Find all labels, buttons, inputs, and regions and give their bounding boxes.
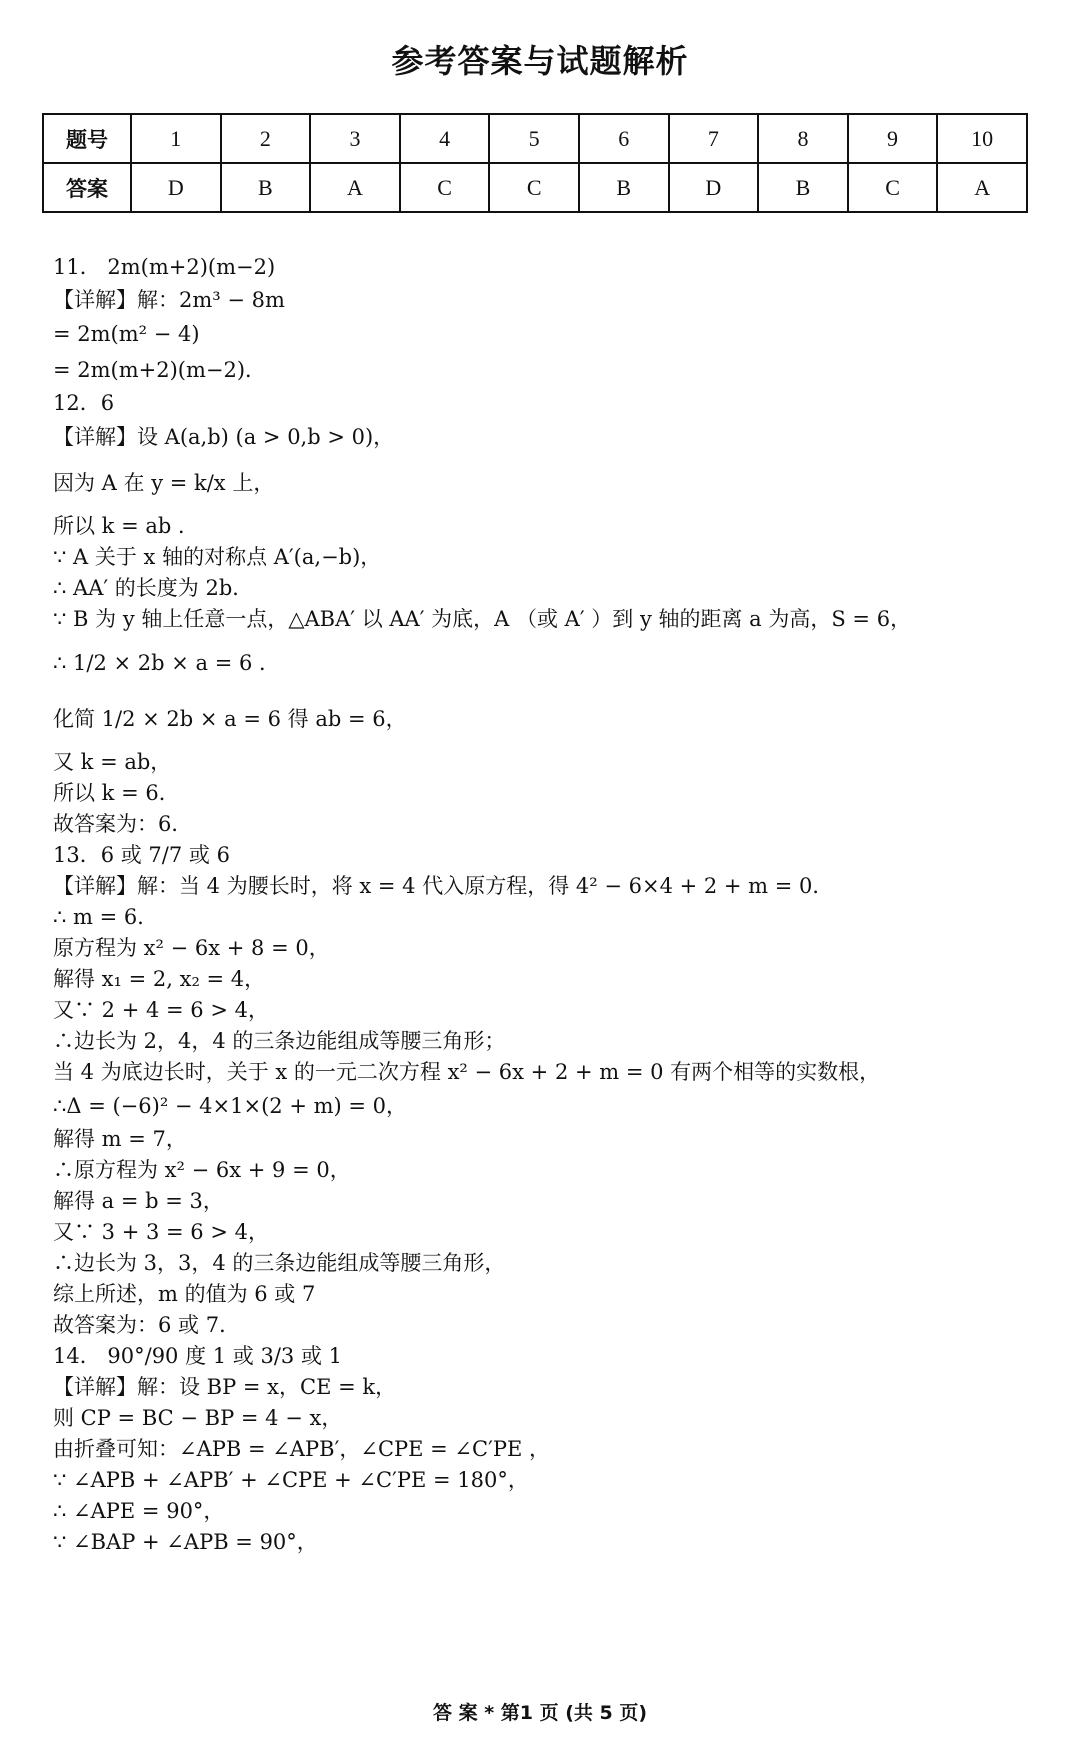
explanation-line: ∴ ∠APE = 90°， [53,1499,225,1523]
explanation-line: 综上所述，m 的值为 6 或 7 [53,1282,316,1306]
explanation-line: 所以 k = ab ． [53,514,199,538]
solution-body [53,249,1053,1558]
explanation-line: ∵ ∠APB + ∠APB′ + ∠CPE + ∠C′PE = 180°， [53,1468,529,1492]
explanation-line: 【详解】解：设 BP = x，CE = k， [53,1375,397,1399]
explanation-line: 又 k = ab， [53,750,172,774]
answer-line: 11． 2m(m+2)(m−2) [53,255,276,279]
row-header-number: 题号 [43,114,131,163]
answer-cell: C [489,163,579,212]
explanation-line: ∴原方程为 x² − 6x + 9 = 0， [53,1158,351,1182]
answer-cell: B [758,163,848,212]
answer-cell: B [579,163,669,212]
explanation-line: = 2m(m+2)(m−2)． [53,358,267,382]
page-footer: 答 案 * 第1 页 (共 5 页) [432,1702,648,1724]
explanation-line: ∴ 1/2 × 2b × a = 6 ． [53,651,281,675]
question-number: 4 [400,114,490,163]
question-number: 7 [669,114,759,163]
question-number: 10 [937,114,1027,163]
explanation-line: ∴边长为 3，3，4 的三条边能组成等腰三角形， [53,1251,506,1275]
answer-cell: C [848,163,938,212]
explanation-line: 原方程为 x² − 6x + 8 = 0， [53,936,330,960]
explanation-line: ∴边长为 2，4，4 的三条边能组成等腰三角形； [53,1029,506,1053]
answer-table-number-row [43,114,1027,163]
answer-cell: A [937,163,1027,212]
answer-cell: C [400,163,490,212]
question-number: 2 [221,114,311,163]
explanation-line: ∴Δ = (−6)² − 4×1×(2 + m) = 0， [53,1094,408,1118]
explanation-line: ∵ A 关于 x 轴的对称点 A′(a,−b)， [53,545,382,569]
explanation-line: 【详解】解：2m³ − 8m [53,288,285,312]
explanation-line: 所以 k = 6． [53,781,180,805]
answer-line: 13．6 或 7/7 或 6 [53,843,230,867]
explanation-line: 因为 A 在 y = k/x 上， [53,471,275,495]
answer-table [42,113,1028,213]
explanation-line: 解得 m = 7， [53,1127,187,1151]
question-number: 6 [579,114,669,163]
answer-line: 12．6 [53,391,115,415]
explanation-line: 故答案为：6 或 7． [53,1313,241,1337]
answer-cell: D [131,163,221,212]
explanation-line: = 2m(m² − 4) [53,322,200,346]
explanation-line: ∵ B 为 y 轴上任意一点，△ABA′ 以 AA′ 为底，A （或 A′ ）到 y 轴的距离 a 为高，S = 6， [53,607,912,631]
explanation-line: ∵ ∠BAP + ∠APB = 90°， [53,1530,318,1554]
explanation-line: 又∵ 2 + 4 = 6 > 4， [53,998,269,1022]
row-header-answer: 答案 [43,163,131,212]
question-number: 8 [758,114,848,163]
explanation-line: 解得 a = b = 3， [53,1189,224,1213]
explanation-line: 当 4 为底边长时，关于 x 的一元二次方程 x² − 6x + 2 + m = 0 有两个相等的实数根， [53,1060,881,1084]
explanation-line: 解得 x₁ = 2, x₂ = 4， [53,967,266,991]
question-number: 3 [310,114,400,163]
answer-cell: D [669,163,759,212]
explanation-line: 由折叠可知：∠APB = ∠APB′，∠CPE = ∠C′PE ， [53,1437,550,1461]
explanation-line: 则 CP = BC − BP = 4 − x， [53,1406,343,1430]
answer-cell: B [221,163,311,212]
question-number: 9 [848,114,938,163]
answer-cell: A [310,163,400,212]
answer-line: 14． 90°/90 度 1 或 3/3 或 1 [53,1344,342,1368]
explanation-line: 【详解】设 A(a,b) (a > 0,b > 0)， [53,425,395,449]
explanation-line: ∴ m = 6． [53,905,159,929]
explanation-line: 【详解】解：当 4 为腰长时，将 x = 4 代入原方程，得 4² − 6×4 + 2 + m = 0． [53,874,834,898]
explanation-line: 又∵ 3 + 3 = 6 > 4， [53,1220,269,1244]
question-number: 5 [489,114,579,163]
explanation-line: ∴ AA′ 的长度为 2b． [53,576,254,600]
answer-table-answer-row [43,163,1027,212]
page-title: 参考答案与试题解析 [391,42,689,80]
question-number: 1 [131,114,221,163]
explanation-line: 故答案为：6． [53,812,193,836]
explanation-line: 化简 1/2 × 2b × a = 6 得 ab = 6， [53,707,407,731]
